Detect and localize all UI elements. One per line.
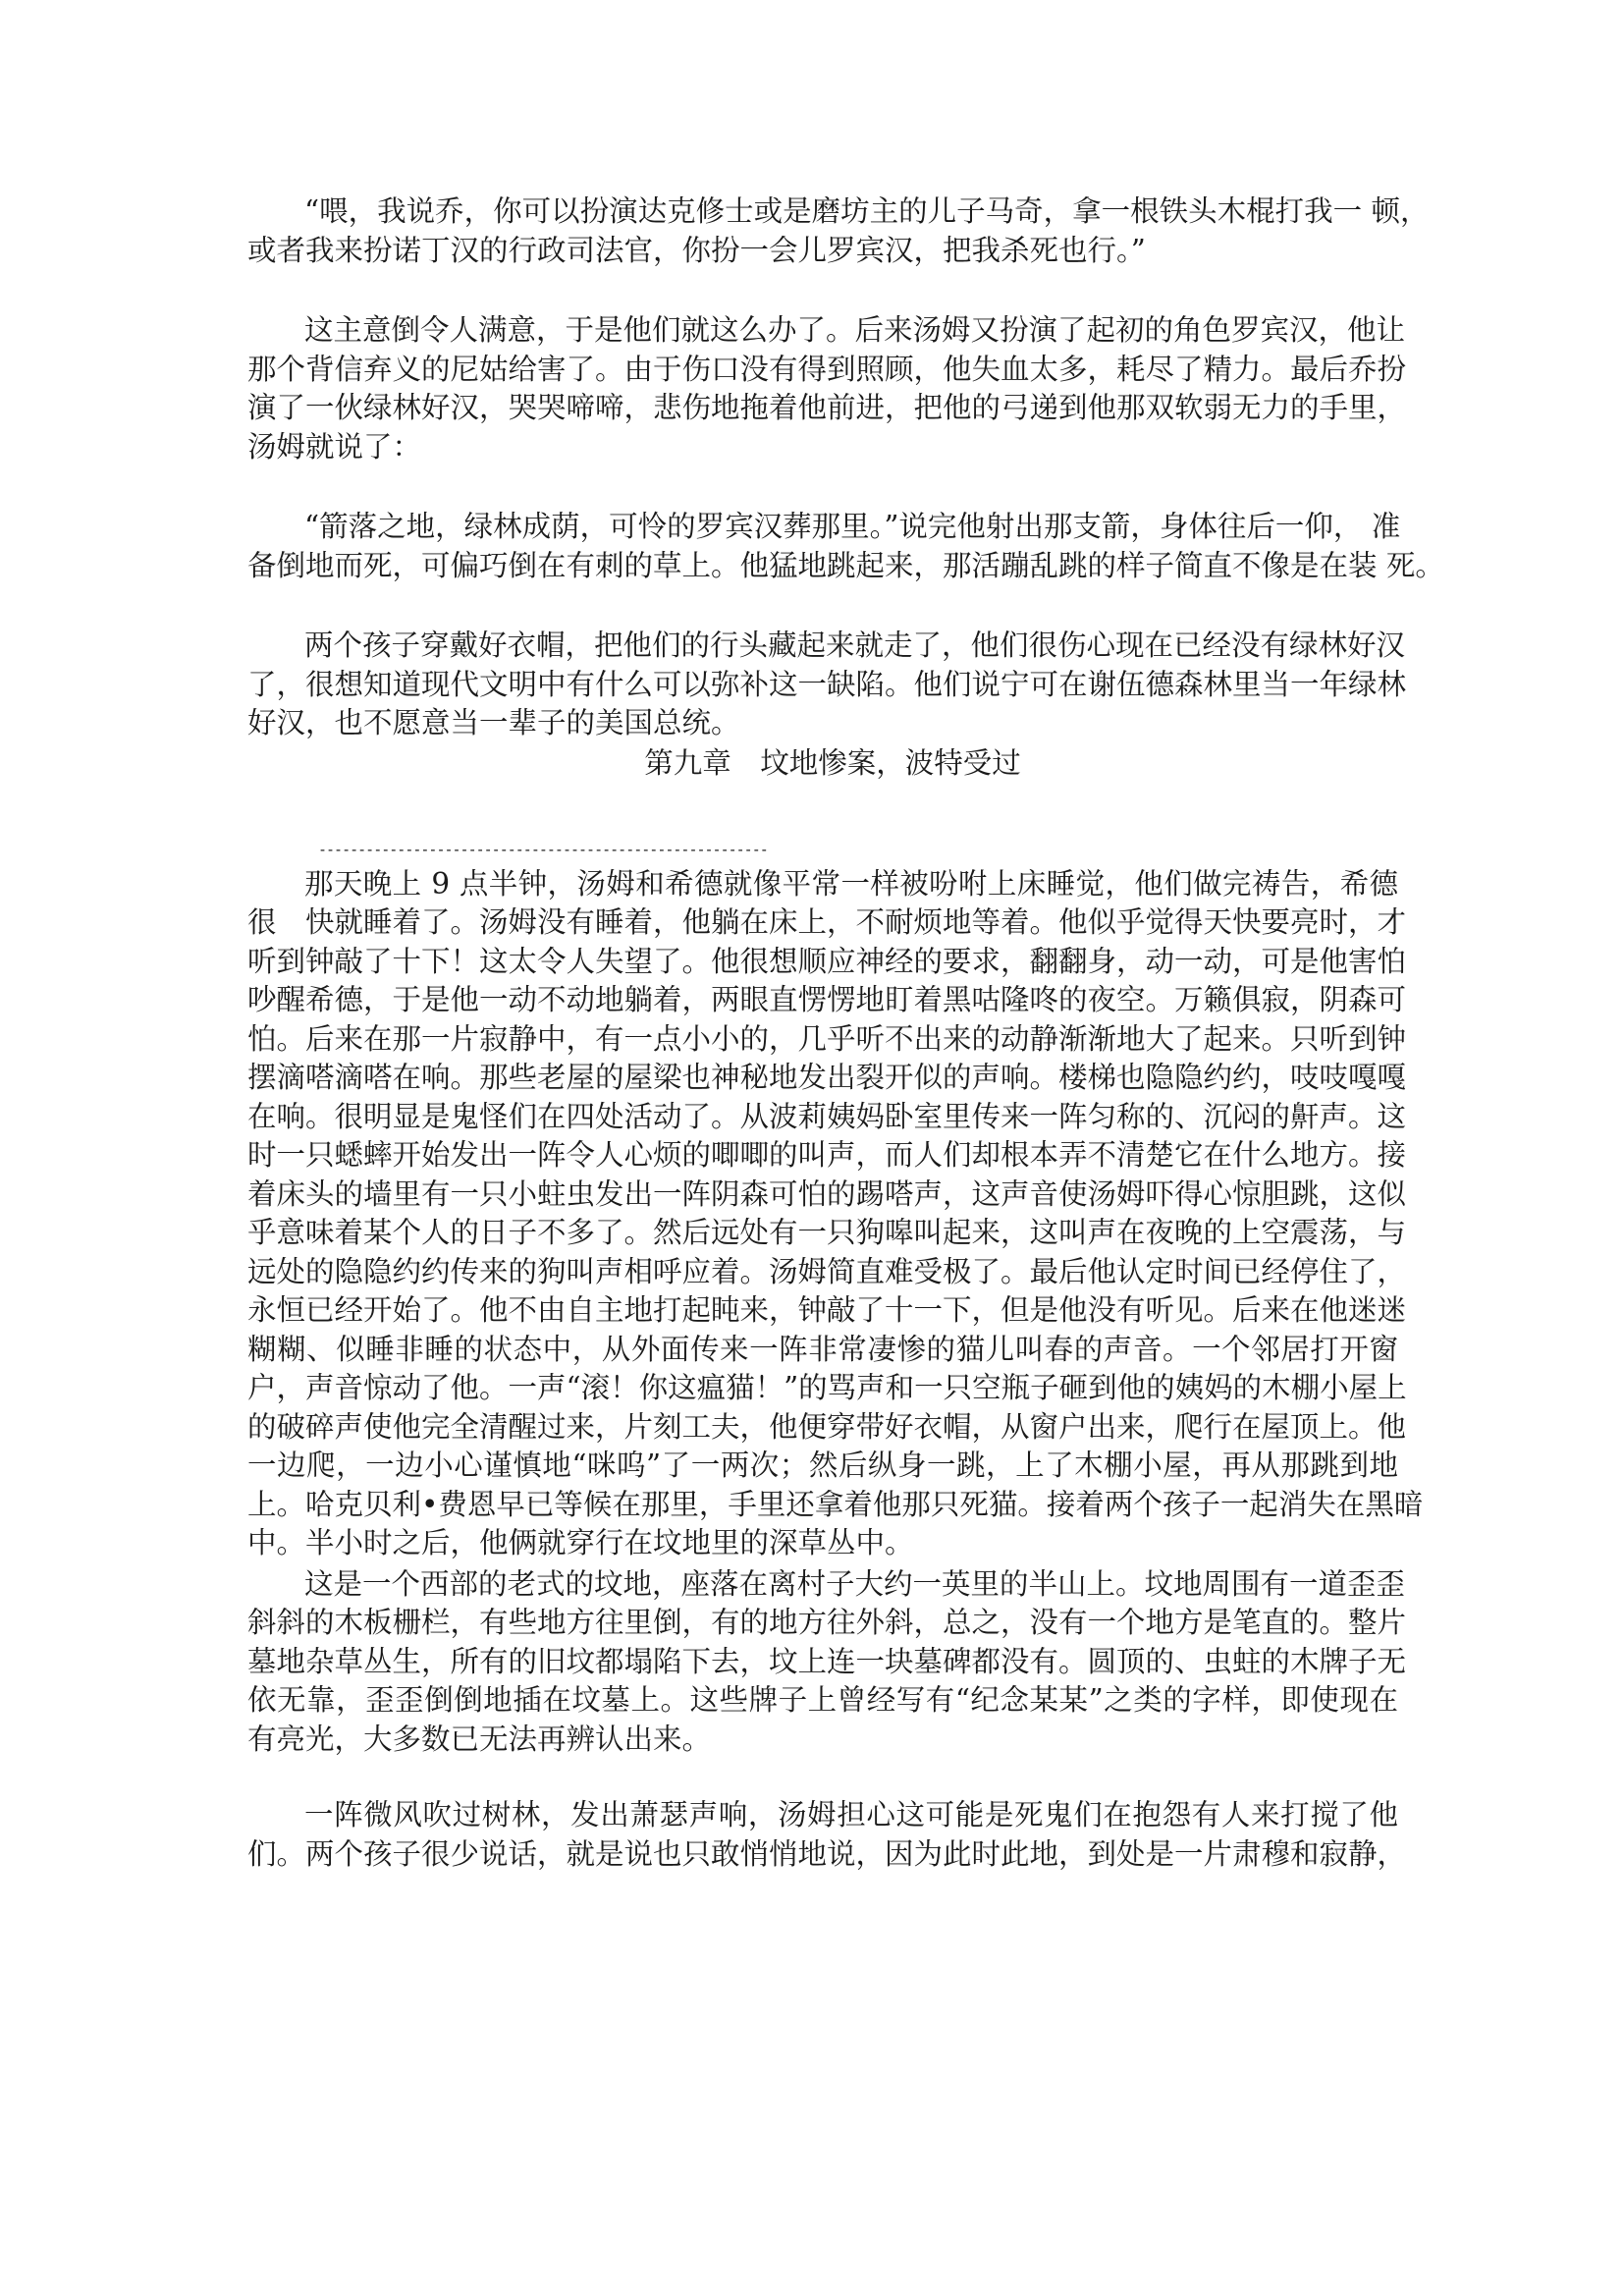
text-line: “喂，我说乔，你可以扮演达克修士或是磨坊主的儿子马奇，拿一根铁头木棍打我一 顿， bbox=[304, 194, 1430, 228]
text-line: 依无靠，歪歪倒倒地插在坟墓上。这些牌子上曾经写有“纪念某某”之类的字样，即使现在 bbox=[247, 1683, 1398, 1717]
paragraph-gap bbox=[247, 270, 1398, 311]
text-line: 了，很想知道现代文明中有什么可以弥补这一缺陷。他们说宁可在谢伍德森林里当一年绿林 bbox=[247, 667, 1407, 701]
text-line: 那个背信弃义的尼姑给害了。由于伤口没有得到照顾，他失血太多，耗尽了精力。最后乔扮 bbox=[247, 352, 1407, 386]
paragraph bbox=[247, 1796, 1407, 1874]
text-line: 们。两个孩子很少说话，就是说也只敢悄悄地说，因为此时此地，到处是一片肃穆和寂静， bbox=[247, 1836, 1407, 1871]
text-line: 两个孩子穿戴好衣帽，把他们的行头藏起来就走了，他们很伤心现在已经没有绿林好汉 bbox=[304, 629, 1406, 662]
text-line: 在响。很明显是鬼怪们在四处活动了。从波莉姨妈卧室里传来一阵匀称的、沉闷的鼾声。这 bbox=[247, 1099, 1407, 1133]
text-line: 这是一个西部的老式的坟地，座落在离村子大约一英里的半山上。坟地周围有一道歪歪 bbox=[304, 1566, 1406, 1601]
text-line: 演了一伙绿林好汉，哭哭啼啼，悲伤地拖着他前进，把他的弓递到他那双软弱无力的手里， bbox=[247, 391, 1407, 424]
text-line: 斜斜的木板栅栏，有些地方往里倒，有的地方往外斜，总之，没有一个地方是笔直的。整片 bbox=[247, 1606, 1407, 1639]
chapter-heading: 第九章 坟地惨案，波特受过 bbox=[644, 745, 1021, 780]
paragraph bbox=[247, 311, 1407, 466]
text-line: 乎意味着某个人的日子不多了。然后远处有一只狗嗥叫起来，这叫声在夜晚的上空震荡，与 bbox=[247, 1216, 1407, 1249]
text-line: 户，声音惊动了他。一声“滚！你这瘟猫！”的骂声和一只空瓶子砸到他的姨妈的木棚小屋上 bbox=[247, 1371, 1407, 1404]
text-line: 一边爬，一边小心谨慎地“咪呜”了一两次；然后纵身一跳，上了木棚小屋，再从那跳到地 bbox=[247, 1449, 1398, 1482]
text-line: 着床头的墙里有一只小蛀虫发出一阵阴森可怕的踢嗒声，这声音使汤姆吓得心惊胆跳，这似 bbox=[247, 1176, 1407, 1211]
text-line: 或者我来扮诺丁汉的行政司法官，你扮一会儿罗宾汉，把我杀死也行。” bbox=[247, 233, 1146, 267]
text-line: 那天晚上 9 点半钟，汤姆和希德就像平常一样被吩咐上床睡觉，他们做完祷告，希德 bbox=[304, 866, 1398, 901]
paragraph bbox=[247, 1565, 1407, 1760]
heading-gap bbox=[247, 783, 1398, 840]
text-line: 摆滴嗒滴嗒在响。那些老屋的屋梁也神秘地发出裂开似的声响。楼梯也隐隐约约，吱吱嘎嘎 bbox=[247, 1061, 1407, 1094]
text-line: 远处的隐隐约约传来的狗叫声相呼应着。汤姆简直难受极了。最后他认定时间已经停住了， bbox=[247, 1254, 1407, 1288]
text-line: “箭落之地，绿林成荫，可怜的罗宾汉葬那里。”说完他射出那支箭，身体往后一仰， 准 bbox=[304, 510, 1401, 543]
paragraph bbox=[247, 627, 1407, 743]
text-line: 汤姆就说了： bbox=[247, 429, 422, 464]
text-line: 时一只蟋蟀开始发出一阵令人心烦的唧唧的叫声，而人们却根本弄不清楚它在什么地方。接 bbox=[247, 1138, 1407, 1172]
document-page bbox=[247, 192, 1444, 1874]
text-line: 吵醒希德，于是他一动不动地躺着，两眼直愣愣地盯着黑咕隆咚的夜空。万籁俱寂，阴森可 bbox=[247, 983, 1407, 1016]
paragraph-gap bbox=[247, 1759, 1398, 1796]
text-line: 中。半小时之后，他俩就穿行在坟地里的深草丛中。 bbox=[247, 1526, 914, 1559]
paragraph bbox=[247, 192, 1430, 270]
text-line: 好汉，也不愿意当一辈子的美国总统。 bbox=[247, 706, 740, 739]
paragraph bbox=[247, 508, 1444, 585]
text-line: 备倒地而死，可偏巧倒在有刺的草上。他猛地跳起来，那活蹦乱跳的样子简直不像是在装 死。 bbox=[247, 548, 1444, 582]
text-line: 怕。后来在那一片寂静中，有一点小小的，几乎听不出来的动静渐渐地大了起来。只听到钟 bbox=[247, 1021, 1407, 1056]
text-line: 墓地杂草丛生，所有的旧坟都塌陷下去，坟上连一块墓碑都没有。圆顶的、虫蛀的木牌子无 bbox=[247, 1644, 1407, 1678]
text-line: 有亮光，大多数已无法再辨认出来。 bbox=[247, 1722, 712, 1756]
text-line: 这主意倒令人满意，于是他们就这么办了。后来汤姆又扮演了起初的角色罗宾汉，他让 bbox=[304, 313, 1406, 347]
text-line: 上。哈克贝利•费恩早已等候在那里，手里还拿着他那只死猫。接着两个孩子一起消失在黑暗 bbox=[247, 1487, 1424, 1521]
paragraph-gap bbox=[247, 585, 1398, 627]
text-line: 听到钟敲了十下！这太令人失望了。他很想顺应神经的要求，翻翻身，动一动，可是他害怕 bbox=[247, 944, 1407, 978]
separator-line: --------------------------------------------------------- bbox=[318, 840, 768, 858]
text-line: 的破碎声使他完全清醒过来，片刻工夫，他便穿带好衣帽，从窗户出来，爬行在屋顶上。他 bbox=[247, 1409, 1407, 1444]
paragraph-gap bbox=[247, 466, 1398, 508]
text-line: 很 快就睡着了。汤姆没有睡着，他躺在床上，不耐烦地等着。他似乎觉得天快要亮时，才 bbox=[247, 905, 1407, 939]
text-line: 一阵微风吹过树林，发出萧瑟声响，汤姆担心这可能是死鬼们在抱怨有人来打搅了他 bbox=[304, 1798, 1398, 1831]
text-line: 糊糊、似睡非睡的状态中，从外面传来一阵非常凄惨的猫儿叫春的声音。一个邻居打开窗 bbox=[247, 1332, 1398, 1366]
paragraph bbox=[247, 865, 1424, 1563]
text-line: 永恒已经开始了。他不由自主地打起盹来，钟敲了十一下，但是他没有听见。后来在他迷迷 bbox=[247, 1293, 1407, 1327]
